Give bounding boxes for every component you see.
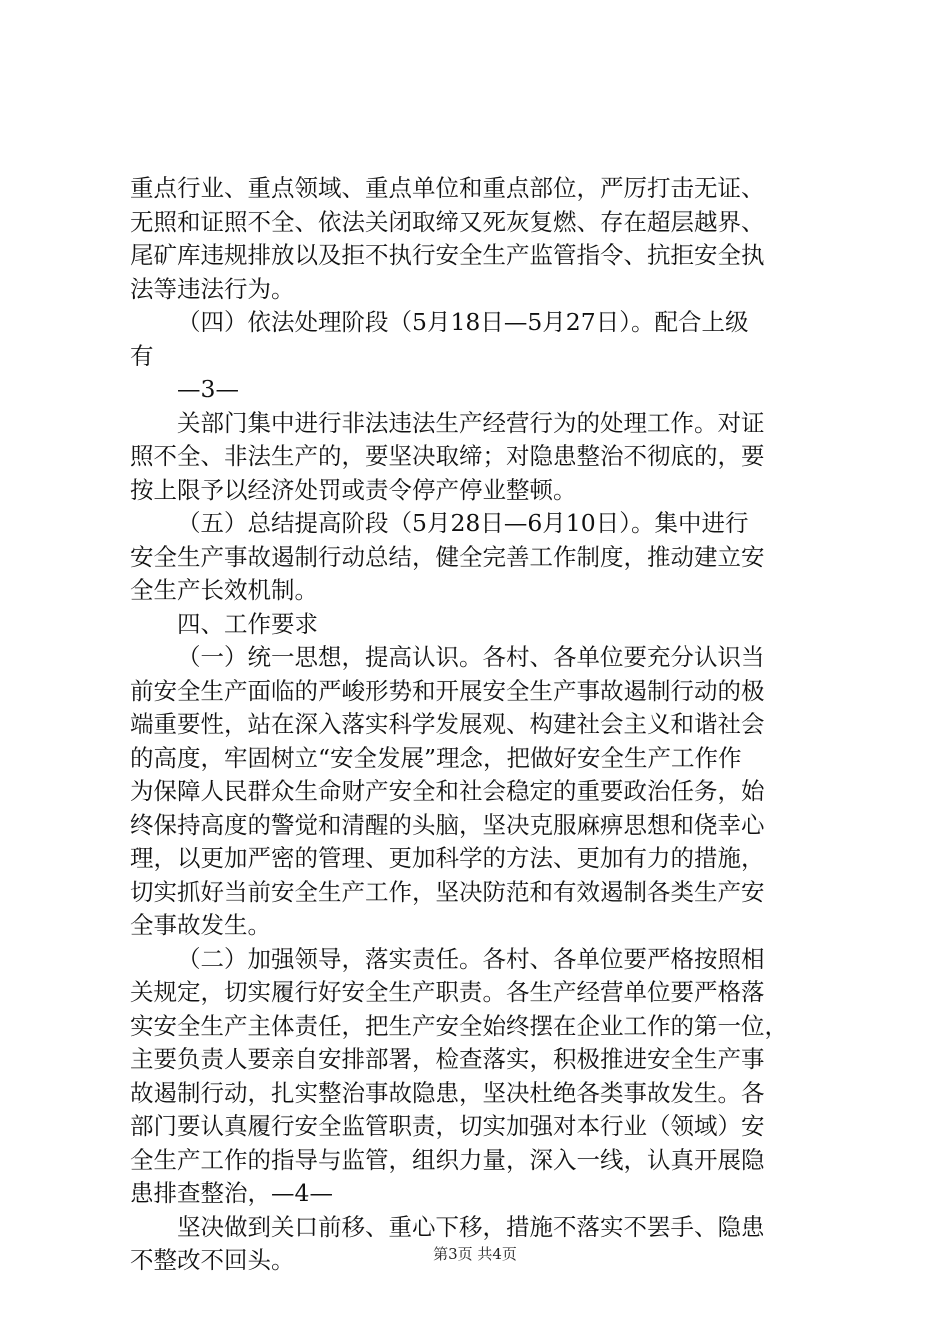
text-line: 前安全生产面临的严峻形势和开展安全生产事故遏制行动的极 <box>130 676 765 705</box>
text-line: 重点行业、重点领域、重点单位和重点部位，严厉打击无证、 <box>130 174 765 202</box>
text-line: 安全生产事故遏制行动总结，健全完善工作制度，推动建立安 <box>130 542 765 571</box>
text-line: 患排查整治，—4— <box>130 1179 333 1207</box>
text-line: 故遏制行动，扎实整治事故隐患，坚决杜绝各类事故发生。各 <box>130 1078 765 1107</box>
text-line: 照不全、非法生产的，要坚决取缔；对隐患整治不彻底的，要 <box>130 442 765 470</box>
text-line: 关规定，切实履行好安全生产职责。各生产经营单位要严格落 <box>130 978 765 1006</box>
text-line: 按上限予以经济处罚或责令停产停业整顿。 <box>130 475 577 504</box>
text-line: （一）统一思想，提高认识。各村、各单位要充分认识当 <box>177 643 765 671</box>
text-line: 为保障人民群众生命财产安全和社会稳定的重要政治任务，始 <box>130 777 765 805</box>
text-line: 无照和证照不全、依法关闭取缔又死灰复燃、存在超层越界、 <box>130 207 765 236</box>
page-marker: —3— <box>177 375 239 403</box>
section-heading: 四、工作要求 <box>177 609 318 638</box>
text-line: 的高度，牢固树立“安全发展”理念，把做好安全生产工作作 <box>130 743 742 772</box>
text-line: （五）总结提高阶段（5月28日—6月10日）。集中进行 <box>177 509 749 537</box>
text-line: 不整改不回头。 <box>130 1246 295 1274</box>
text-line: 部门要认真履行安全监管职责，切实加强对本行业（领域）安 <box>130 1112 765 1140</box>
text-line: （四）依法处理阶段（5月18日—5月27日）。配合上级 <box>177 308 749 336</box>
text-line: 理，以更加严密的管理、更加科学的方法、更加有力的措施， <box>130 844 765 872</box>
text-line: 坚决做到关口前移、重心下移，措施不落实不罢手、隐患 <box>177 1212 765 1241</box>
text-line: 关部门集中进行非法违法生产经营行为的处理工作。对证 <box>177 408 765 437</box>
text-line: 尾矿库违规排放以及拒不执行安全生产监管指令、抗拒安全执 <box>130 241 765 269</box>
document-body <box>130 172 830 1278</box>
text-line: 全事故发生。 <box>130 911 271 939</box>
text-line: 实安全生产主体责任，把生产安全始终摆在企业工作的第一位， <box>130 1011 788 1040</box>
text-line: 主要负责人要亲自安排部署，检查落实，积极推进安全生产事 <box>130 1045 765 1073</box>
text-line: 有 <box>130 341 154 370</box>
page-footer: 第3页 共4页 <box>433 1245 517 1263</box>
text-line: 切实抓好当前安全生产工作，坚决防范和有效遏制各类生产安 <box>130 877 765 906</box>
text-line: 端重要性，站在深入落实科学发展观、构建社会主义和谐社会 <box>130 710 765 738</box>
text-line: 全生产长效机制。 <box>130 576 318 604</box>
text-line: 全生产工作的指导与监管，组织力量，深入一线，认真开展隐 <box>130 1145 765 1174</box>
text-line: 终保持高度的警觉和清醒的头脑，坚决克服麻痹思想和侥幸心 <box>130 810 765 839</box>
text-line: （二）加强领导，落实责任。各村、各单位要严格按照相 <box>177 944 765 973</box>
text-line: 法等违法行为。 <box>130 274 295 303</box>
